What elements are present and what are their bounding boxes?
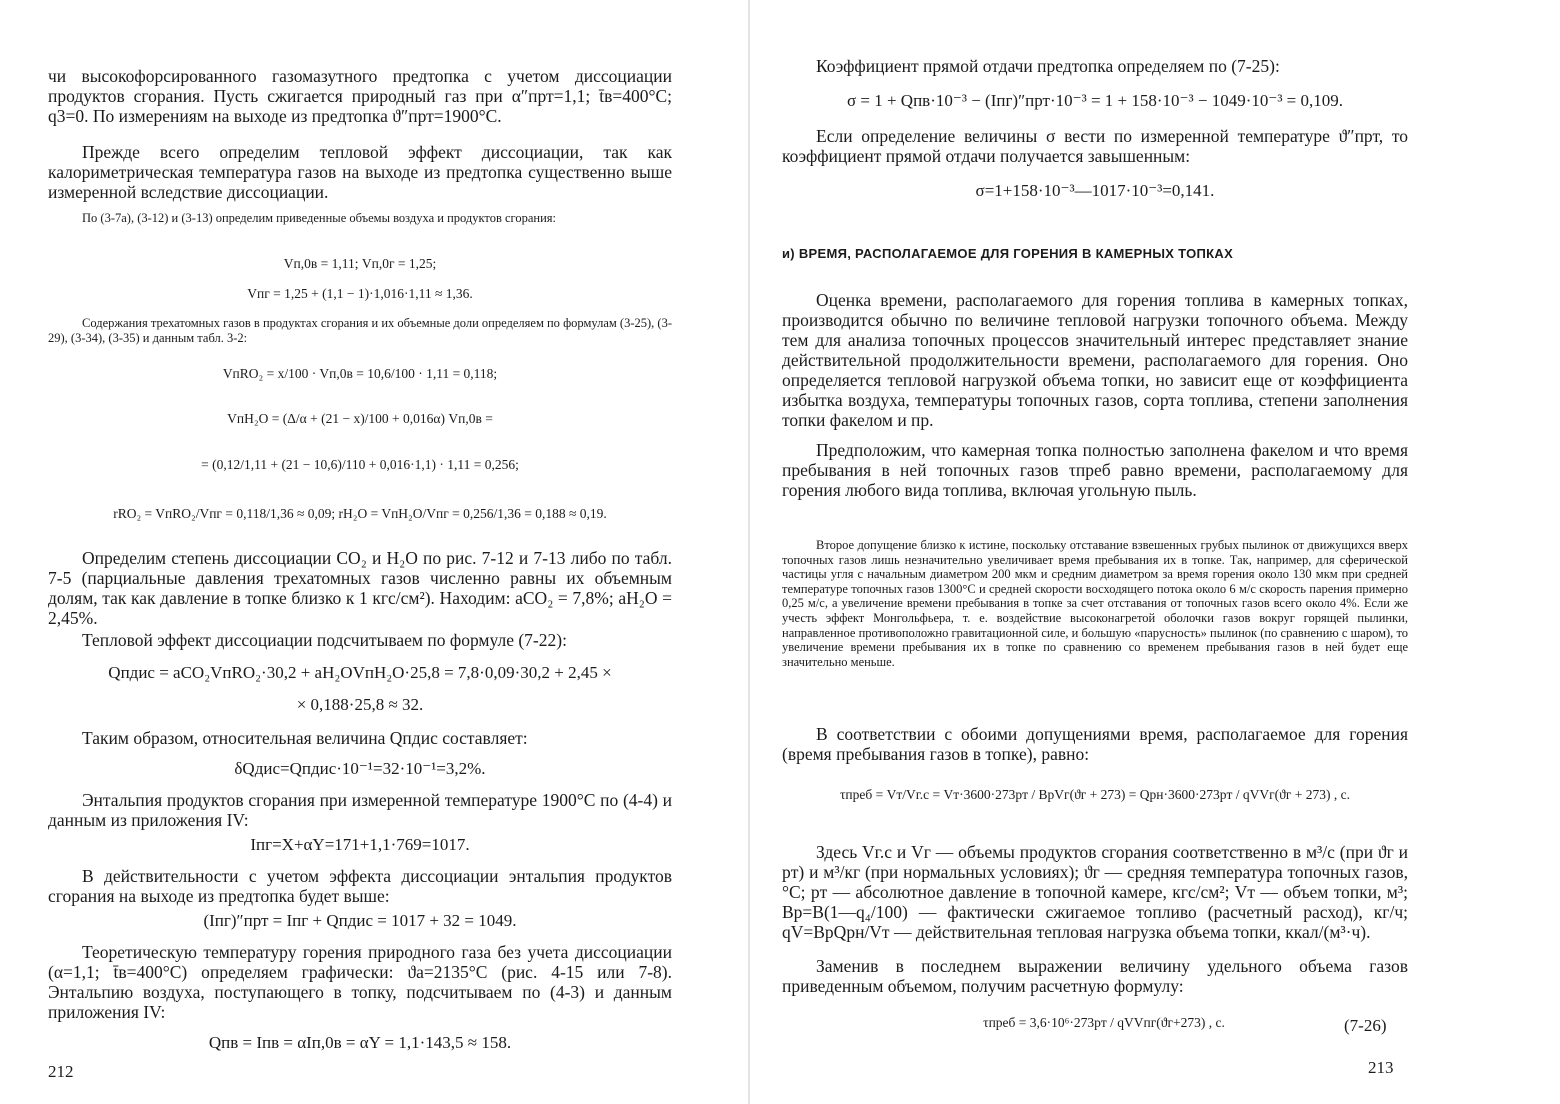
right-paragraph-4: Предположим, что камерная топка полностью заполнена факелом и что время пребывания в ней топочных газов τпреб равно времени, располагаемому для горения любого вида топлива, включая угольную пыль.	[782, 440, 1408, 500]
left-equation-10: Iпг=X+αY=171+1,1·769=1017.	[250, 835, 470, 854]
right-paragraph-7: Заменив в последнем выражении величину удельного объема газов приведенным объемом, получим расчетную формулу:	[782, 956, 1408, 996]
left-equation-5: = (0,12/1,11 + (21 − 10,6)/110 + 0,016·1,1) · 1,11 = 0,256;	[201, 457, 519, 472]
right-small-note-1: Второе допущение близко к истине, поскольку отставание взвешенных грубых пылинок от движущихся вверх топочных газов лишь незначительно увеличивает время пребывания их в топке. Так, например, для сферической частицы угля с начальным диаметром 200 мкм и средним диаметром за время горения около 130 мкм при средней температуре топочных газов 1300°С и средней скорости восходящего потока около 6 м/с скорость парения примерно 0,25 м/с, а увеличение времени пребывания в топке за счет отставания от топочных газов всего около 4%. Если же учесть эффект Монгольфьера, т. е. воздействие высоконагретой оболочки газов вокруг горящей пылинки, направленное противоположно гравитационной силе, и большую «парусность» пылинок (по сравнению с шаром), то увеличение времени пребывания их в топке по сравнению со временем пребывания газов в ней будет еще значительно меньше.	[782, 538, 1408, 669]
left-equation-11: (Iпг)″прт = Iпг + Qпдис = 1017 + 32 = 1049.	[203, 911, 517, 930]
left-paragraph-8: Теоретическую температуру горения природного газа без учета диссоциации (α=1,1; t̄в=400°С) определяем графически: ϑа=2135°С (рис. 4-15 или 7-8). Энтальпию воздуха, поступающего в топку, подсчитываем по (4-3) и данным приложения IV:	[48, 942, 672, 1022]
left-equation-7: Qпдис = aCO₂VпRO₂·30,2 + aH₂OVпH₂O·25,8 = 7,8·0,09·30,2 + 2,45 ×	[108, 663, 612, 682]
left-equation-3: VпRO₂ = x/100 · Vп,0в = 10,6/100 · 1,11 = 0,118;	[222, 366, 498, 381]
right-equation-4: τпреб = 3,6·10⁶·273pт / qVVпг(ϑг+273) , с.	[983, 1015, 1225, 1030]
right-paragraph-6: Здесь Vг.с и Vг — объемы продуктов сгорания соответственно в м³/с (при ϑг и pт) и м³/кг (при нормальных условиях); ϑг — средняя температура топочных газов, °С; pт — абсолютное давление в топочной камере, кгс/см²; Vт — объем топки, м³; Bр=B(1—q₄/100) — фактически сжигаемое топливо (расчетный расход), кг/ч; qV=BрQpн/Vт — действительная тепловая нагрузка объема топки, ккал/(м³·ч).	[782, 842, 1408, 942]
right-page-number: 213	[1368, 1058, 1394, 1077]
equation-number: (7-26)	[1344, 1016, 1387, 1035]
left-equation-8: × 0,188·25,8 ≈ 32.	[296, 695, 424, 714]
left-page	[0, 0, 760, 1104]
page-gutter	[748, 0, 750, 1104]
right-paragraph-2: Если определение величины σ вести по измеренной температуре ϑ″прт, то коэффициент прямой отдачи получается завышенным:	[782, 126, 1408, 166]
right-equation-3: τпреб = Vт/Vг.с = Vт·3600·273pт / BрVг(ϑг + 273) = Qpн·3600·273pт / qVVг(ϑг + 273) , с.	[839, 787, 1350, 802]
right-page	[764, 0, 1560, 1104]
left-paragraph-6: Энтальпия продуктов сгорания при измеренной температуре 1900°С по (4-4) и данным из приложения IV:	[48, 790, 672, 830]
left-page-number: 212	[48, 1062, 74, 1081]
left-equation-2: Vпг = 1,25 + (1,1 − 1)·1,016·1,11 ≈ 1,36.	[247, 286, 473, 301]
left-equation-1: Vп,0в = 1,11; Vп,0г = 1,25;	[283, 256, 437, 271]
section-heading: и) ВРЕМЯ, РАСПОЛАГАЕМОЕ ДЛЯ ГОРЕНИЯ В КАМЕРНЫХ ТОПКАХ	[782, 246, 1234, 261]
left-equation-6: rRO₂ = VпRO₂/Vпг = 0,118/1,36 ≈ 0,09; rH₂O = VпH₂O/Vпг = 0,256/1,36 = 0,188 ≈ 0,19.	[113, 506, 607, 521]
left-equation-12: Qпв = Iпв = αIп,0в = αY = 1,1·143,5 ≈ 158.	[208, 1033, 512, 1052]
right-equation-2: σ=1+158·10⁻³—1017·10⁻³=0,141.	[975, 181, 1215, 200]
right-equation-1: σ = 1 + Qпв·10⁻³ − (Iпг)″прт·10⁻³ = 1 + 158·10⁻³ − 1049·10⁻³ = 0,109.	[846, 91, 1344, 110]
right-paragraph-5: В соответствии с обоими допущениями время, располагаемое для горения (время пребывания газов в топке), равно:	[782, 724, 1408, 764]
left-paragraph-5: Таким образом, относительная величина Qпдис составляет:	[82, 728, 528, 748]
left-small-note-2: Содержания трехатомных газов в продуктах сгорания и их объемные доли определяем по формулам (3-25), (3-29), (3-34), (3-35) и данным табл. 3-2:	[48, 316, 672, 345]
left-equation-4: VпH₂O = (Δ/α + (21 − x)/100 + 0,016α) Vп,0в =	[227, 411, 493, 426]
left-paragraph-3: Определим степень диссоциации CO₂ и H₂O по рис. 7-12 и 7-13 либо по табл. 7-5 (парциальные давления трехатомных газов численно равны их объемным долям, так как давление в топке близко к 1 кгс/см²). Находим: aCO₂ = 7,8%; aH₂O = 2,45%.	[48, 548, 672, 628]
right-paragraph-3: Оценка времени, располагаемого для горения топлива в камерных топках, производится обычно по величине тепловой нагрузки топочного объема. Между тем для анализа топочных процессов значительный интерес представляет знание действительной продолжительности времени, располагаемого для горения. Оно определяется тепловой нагрузкой объема топки, но зависит еще от коэффициента избытка воздуха, температуры топочных газов, сорта топлива, степени заполнения топки факелом и пр.	[782, 290, 1408, 430]
right-paragraph-1: Коэффициент прямой отдачи предтопка определяем по (7-25):	[816, 56, 1280, 76]
left-paragraph-7: В действительности с учетом эффекта диссоциации энтальпия продуктов сгорания на выходе из предтопка будет выше:	[48, 866, 672, 906]
left-paragraph-4: Тепловой эффект диссоциации подсчитываем по формуле (7-22):	[82, 630, 567, 650]
left-paragraph-2: Прежде всего определим тепловой эффект диссоциации, так как калориметрическая температура газов на выходе из предтопка существенно выше измеренной вследствие диссоциации.	[48, 142, 672, 202]
left-equation-9: δQдис=Qпдис·10⁻¹=32·10⁻¹=3,2%.	[234, 759, 486, 778]
left-paragraph-1: чи высокофорсированного газомазутного предтопка с учетом диссоциации продуктов сгорания. Пусть сжигается природный газ при α″прт=1,1; t̄в=400°С; q3=0. По измерениям на выходе из предтопка ϑ″прт=1900°С.	[48, 66, 672, 126]
left-small-note-1: По (3-7а), (3-12) и (3-13) определим приведенные объемы воздуха и продуктов сгорания:	[82, 211, 557, 225]
